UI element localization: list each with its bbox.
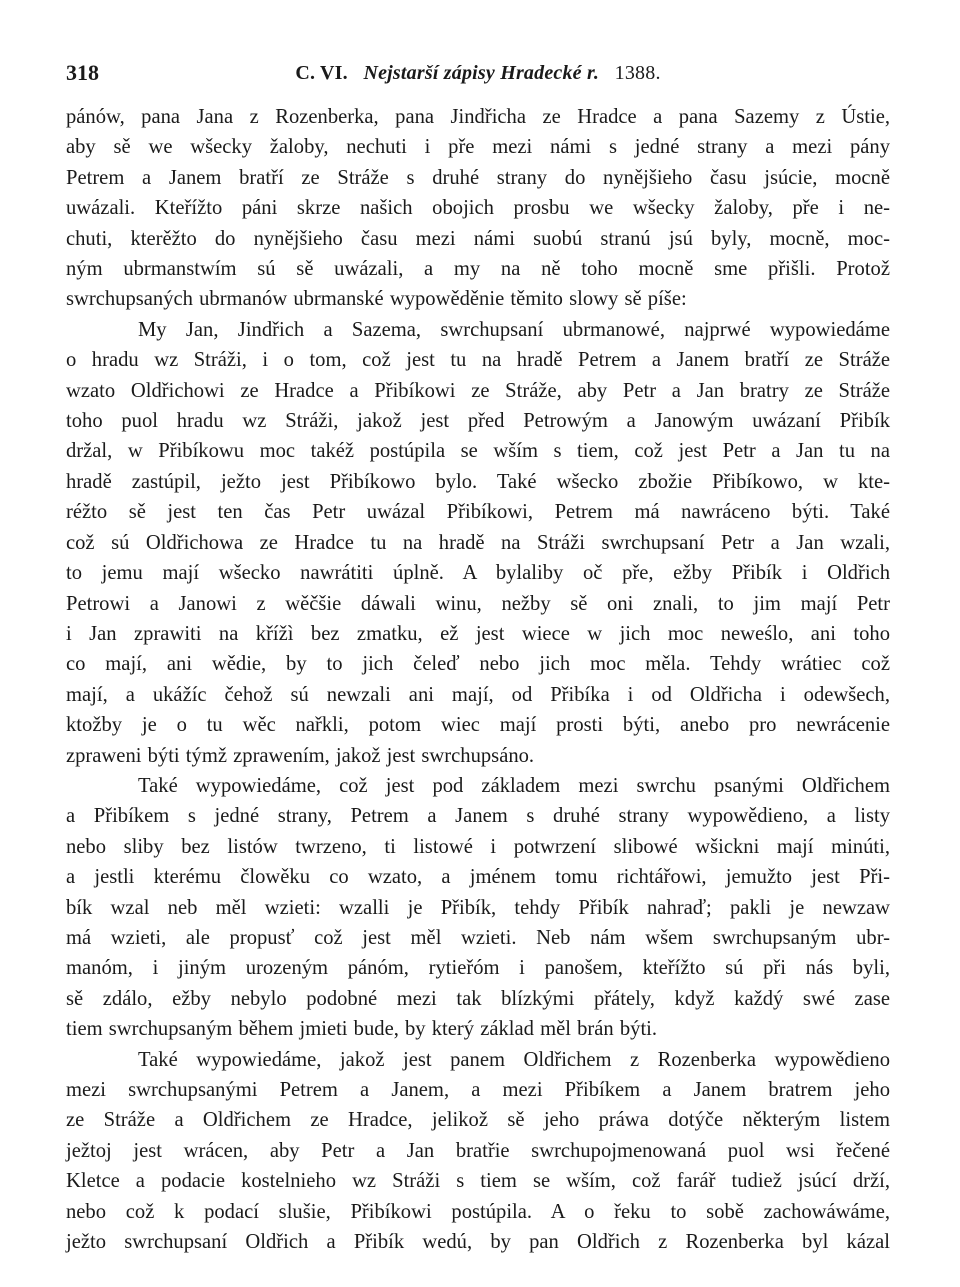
running-head — [66, 62, 890, 85]
text-line: bík wzal neb měl wzieti: wzalli je Přibík, tehdy Přibík nahraď; pakli je newzaw — [66, 896, 890, 919]
text-line: o hradu wz Stráži, i o tom, což jest tu na hradě Petrem a Janem bratří ze Stráže — [66, 349, 890, 372]
text-line: aby sě we wšecky žaloby, nechuti i pře mezi námi s jedné strany a mezi pány — [66, 136, 890, 159]
text-line: Petrowi a Janowi z wěčšie dáwali winu, nežby sě oni znali, to jim mají Petr — [66, 592, 890, 615]
paragraph — [66, 315, 890, 771]
text-line: swrchupsaných ubrmanów ubrmanské wypowěděnie těmito slowy sě píše: — [66, 288, 687, 311]
text-line: ným ubrmanstwím sú sě uwázali, a my na ně toho mocně sme přišli. Protož — [66, 258, 890, 281]
running-head-title: Nejstarší zápisy Hradecké r. — [363, 62, 600, 84]
text-line: a jestli kterému člowěku co wzato, a jménem tomu richtářowi, jemužto jest Při- — [66, 866, 890, 889]
text-line: hradě zastúpil, ježto jest Přibíkowo bylo. Také wšecko zbožie Přibíkowo, w kte- — [66, 470, 890, 493]
running-head-chapter: C. VI. — [295, 62, 348, 84]
paragraph — [66, 102, 890, 315]
text-line: má wzieti, ale propusť což jest měl wzieti. Neb nám wšem swrchupsaným ubr- — [66, 926, 890, 949]
text-line: sě zdálo, ežby nebylo podobné mezi tak blízkými přátely, když každý swé zase — [66, 987, 890, 1010]
text-line: držal, w Přibíkowu moc takéž postúpila se wším s tiem, což jest Petr a Jan tu na — [66, 440, 890, 463]
text-line: ježto swrchupsaní Oldřich a Přibík wedú, by pan Oldřich z Rozenberka byl kázal — [66, 1231, 890, 1254]
text-line: ze Stráže a Oldřichem ze Hradce, jelikož sě jeho práwa dotýče některým listem — [66, 1109, 890, 1132]
text-line: to jemu mají wšecko nawrátiti úplně. A bylaliby oč pře, ežby Přibík i Oldřich — [66, 562, 890, 585]
text-line: Petrem a Janem bratří ze Stráže s druhé strany do nynějšieho času jsúcie, mocně — [66, 166, 890, 189]
text-line: manóm, i jiným urozeným pánóm, rytieřóm i panošem, kteřížto sú při nás byli, — [66, 957, 890, 980]
document-page — [66, 50, 890, 1257]
text-line: a Přibíkem s jedné strany, Petrem a Janem s druhé strany wypowědieno, a listy — [66, 805, 890, 828]
text-line: tiem swrchupsaným během jmieti bude, by který základ měl brán býti. — [66, 1018, 658, 1041]
text-line: pánów, pana Jana z Rozenberka, pana Jindřicha ze Hradce a pana Sazemy z Ústie, — [66, 106, 890, 128]
body-text — [66, 102, 890, 1257]
text-line: chuti, kterěžto do nynějšieho času mezi námi suobú stranú jsú byly, mocně, moc- — [66, 227, 890, 250]
text-line: mají, a ukážíc čehož sú newzali ani mají, od Přibíka i od Oldřicha i odewšech, — [66, 683, 890, 706]
text-line: mezi swrchupsanými Petrem a Janem, a mezi Přibíkem a Janem bratrem jeho — [66, 1079, 890, 1101]
paragraph — [66, 771, 890, 1045]
text-line: toho puol hradu wz Stráži, jakož jest před Petrowým a Janowým uwázaní Přibík — [66, 410, 890, 433]
text-line: Kletce a podacie kostelnieho wz Stráži s tiem se wším, což farář tudiež jsúcí drží, — [66, 1170, 890, 1193]
text-line: nebo sliby bez listów twrzeno, ti listowé i potwrzení slibowé wšickni mají minúti, — [66, 835, 890, 858]
text-line: co mají, ani wědie, by to jich čeleď nebo jich moc měla. Tehdy wrátiec což — [66, 653, 890, 676]
text-line: nebo což k podací slušie, Přibíkowi postúpila. A o řeku to sobě zachowáwáme, — [66, 1200, 890, 1223]
text-line: Také wypowiedáme, což jest pod základem mezi swrchu psanými Oldřichem — [138, 774, 890, 797]
text-line: i Jan zprawiti na křížì bez zmatku, ež jest wiece w jich moc neweślo, ani toho — [66, 622, 890, 645]
text-line: My Jan, Jindřich a Sazema, swrchupsaní ubrmanowé, najprwé wypowiedáme — [138, 318, 890, 341]
text-line: uwázali. Kteřížto páni skrze našich obojich prosbu we wšecky žaloby, pře i ne- — [66, 197, 890, 220]
page-header — [66, 50, 890, 90]
paragraph — [66, 1045, 890, 1258]
page-number: 318 — [66, 60, 99, 85]
text-line: Také wypowiedáme, jakož jest panem Oldřichem z Rozenberka wypowědieno — [138, 1048, 890, 1071]
text-line: ktožby je o tu wěc nařkli, potom wiec mají prosti býti, anebo pro newrácenie — [66, 714, 890, 737]
text-line: ježtoj jest wrácen, aby Petr a Jan bratřie swrchupojmenowaná puol wsi řečené — [66, 1139, 890, 1162]
text-line: což sú Oldřichowa ze Hradce tu na hradě na Stráži swrchupsaní Petr a Jan wzali, — [66, 531, 890, 554]
text-line: wzato Oldřichowi ze Hradce a Přibíkowi ze Stráže, aby Petr a Jan bratry ze Stráže — [66, 379, 890, 402]
text-line: réžto sě jest ten čas Petr uwázal Přibíkowi, Petrem má nawráceno býti. Také — [66, 501, 890, 524]
text-line: zpraweni býti týmž zprawením, jakož jest swrchupsáno. — [66, 744, 535, 767]
running-head-year: 1388. — [614, 62, 661, 84]
